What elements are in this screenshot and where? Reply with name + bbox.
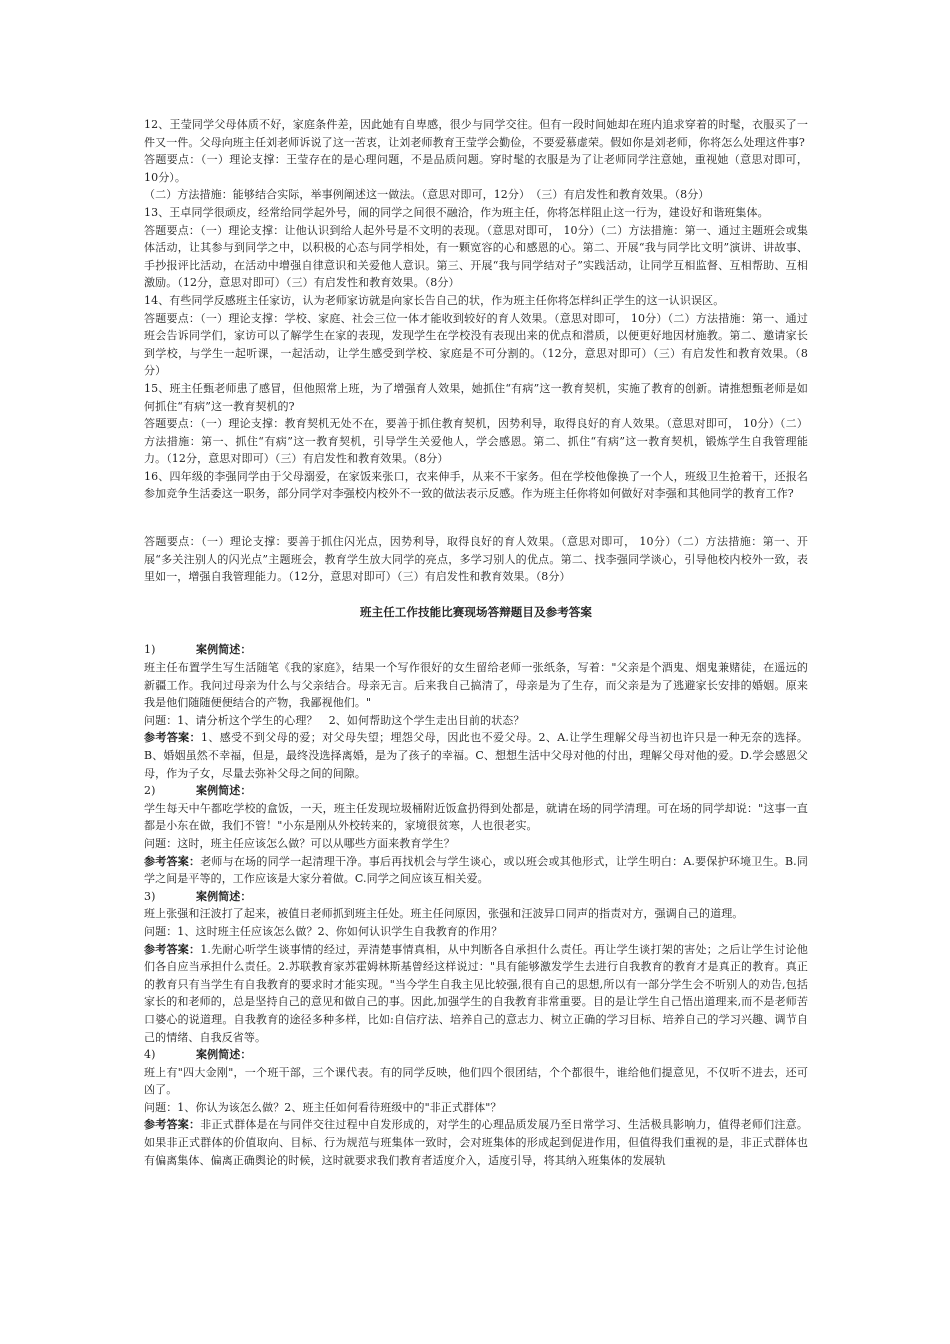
case-label: 案例简述：: [196, 1048, 252, 1062]
blank-gap: [144, 503, 808, 533]
case-1-answer-text: 1、感受不到父母的爱；对父母失望；埋怨父母，因此也不爱父母。2、A.让学生理解父母当初也许只是一种无奈的选择。B、婚姻虽然不幸福，但是，最终没选择离婚，是为了孩子的幸福。C、想想生活中父母对他的付出，理解父母对他的爱。D.学会感恩父母，作为子女，尽量去弥补父母之间的间隙。: [144, 731, 809, 780]
case-label: 案例简述：: [196, 784, 252, 798]
question-16: 16、四年级的李强同学由于父母溺爱，在家饭来张口，衣来伸手，从来不干家务。但在学校他像换了一个人，班级卫生抢着干，还报名参加竞争生活委这一职务，部分同学对李强校内校外不一致的做法表示反感。作为班主任你将如何做好对李强和其他同学的教育工作?: [144, 469, 808, 501]
question-13: 13、王卓同学很顽皮，经常给同学起外号，闹的同学之间很不融洽，作为班主任，你将怎样阻止这一行为，建设好和谐班集体。: [144, 205, 769, 219]
case-1-question: 问题：1、请分析这个学生的心理？ 2、如何帮助这个学生走出目前的状态？: [144, 713, 525, 727]
case-4-answer-text: 非正式群体是在与同伴交往过程中自发形成的，对学生的心理品质发展乃至日常学习、生活极具影响力，值得老师们注意。如果非正式群体的价值取向、目标、行为规范与班集体一致时，会对班集体的形成起到促进作用，但值得我们重视的是，非正式群体也有偏离集体、偏离正确舆论的时候，这时就要求我们教育者适度介入，适度引导，将其纳入班集体的发展轨: [144, 1118, 809, 1167]
section-title: 班主任工作技能比赛现场答辩题目及参考答案: [360, 604, 592, 619]
document-page: [144, 116, 808, 1169]
question-14: 14、有些同学反感班主任家访，认为老师家访就是向家长告自己的状，作为班主任你将怎样纠正学生的这一认识误区。: [144, 293, 725, 307]
case-4-answer: [144, 1116, 808, 1169]
case-2-description: 学生每天中午都吃学校的盒饭，一天，班主任发现垃圾桶附近饭盒扔得到处都是，就请在场的同学清理。可在场的同学却说："这事一直都是小东在做，我们不管！"小东是刚从外校转来的，家境很贫寒，人也很老实。: [144, 801, 808, 833]
question-15: 15、班主任甄老师患了感冒，但他照常上班，为了增强育人效果，她抓住“有病”这一教育契机，实施了教育的创新。请推想甄老师是如何抓住“有病”这一教育契机的?: [144, 381, 808, 413]
case-4-question: 问题：1、你认为该怎么做？2、班主任如何看待班级中的"非正式群体"？: [144, 1100, 502, 1114]
answer-12-part1: 答题要点：（一）理论支撑：王莹存在的是心理问题，不是品质问题。穿时髦的衣服是为了让老师同学注意她，重视她（意思对即可， 10分）。: [144, 153, 808, 184]
case-2-answer: [144, 853, 808, 888]
case-3-answer-text: 1.先耐心听学生谈事情的经过，弄清楚事情真相，从中判断各自承担什么责任。再让学生谈打架的害处；之后让学生讨论他们各自应当承担什么责任。2.苏联教育家苏霍姆林斯基曾经这样说过："具有能够激发学生去进行自我教育的教育才是真正的教育。真正的教育只有当学生有自我教育的要求时才能实现。"当今学生自我主见比较强,很有自己的思想,所以有一部分学生会不听别人的劝告,包括家长的和老师的，总是坚持自己的意见和做自己的事。因此,加强学生的自我教育非常重要。目的是让学生自己悟出道理来,而不是老师苦口婆心的说道理。自我教育的途径多种多样，比如:自信疗法、培养自己的意志力、树立正确的学习目标、培养自己的学习兴趣、调节自己的情绪、自我反省等。: [144, 942, 808, 1044]
case-3-header: [144, 888, 808, 906]
case-1-answer: [144, 729, 808, 782]
case-4-description: 班上有"四大金刚"，一个班干部，三个课代表。有的同学反映，他们四个很团结，个个都很牛，谁给他们提意见，不仅听不进去，还可凶了。: [144, 1065, 808, 1097]
answer-16: 答题要点：（一）理论支撑：要善于抓住闪光点，因势利导，取得良好的育人效果。（意思对即可， 10分）（二）方法措施：第一、开展“多关注别人的闪光点”主题班会，教育学生放大同学的亮点，多学习别人的优点。第二、找李强同学谈心，引导他校内校外一致，表里如一，增强自我管理能力。（12分，意思对即可）（三）有启发性和教育效果。（8分）: [144, 535, 808, 584]
answer-12-part2: （二）方法措施：能够结合实际，举事例阐述这一做法。（意思对即可，12分） （三）有启发性和教育效果。（8分）: [144, 188, 710, 202]
case-number: 2): [144, 784, 156, 798]
answer-label: 参考答案：: [144, 1118, 201, 1132]
case-3-question: 问题：1、这时班主任应该怎么做？2、你如何认识学生自我教育的作用？: [144, 924, 503, 938]
case-4-header: [144, 1046, 808, 1064]
case-1-header: [144, 641, 808, 659]
answer-label: 参考答案：: [144, 854, 201, 868]
case-number: 3): [144, 889, 156, 903]
case-number: 4): [144, 1048, 156, 1062]
case-1-description: 班主任布置学生写生活随笔《我的家庭》，结果一个写作很好的女生留给老师一张纸条，写着："父亲是个酒鬼、烟鬼兼赌徒，在遥远的新疆工作。我问过母亲为什么与父亲结合。母亲无言。后来我自己搞清了，母亲是为了生存，而父亲是为了逃避家长安排的婚姻。原来我是他们随随便便结合的产物，我鄙视他们。": [144, 661, 808, 710]
answer-label: 参考答案：: [144, 731, 201, 745]
question-12: 12、王莹同学父母体质不好，家庭条件差，因此她有自卑感，很少与同学交往。但有一段时间她却在班内追求穿着的时髦，衣服买了一件又一件。父母向班主任刘老师诉说了这一苦衷，让刘老师教育王莹学会勤俭，不要爱慕虚荣。假如你是刘老师，你将怎么处理这件事?: [144, 118, 808, 149]
case-label: 案例简述：: [196, 643, 252, 657]
case-2-header: [144, 782, 808, 800]
case-label: 案例简述：: [196, 889, 252, 903]
answer-14: 答题要点：（一）理论支撑：学校、家庭、社会三位一体才能收到较好的育人效果。（意思对即可， 10分）（二）方法措施：第一、通过班会告诉同学们，家访可以了解学生在家的表现，发现学生在学校没有表现出来的优点和潜质，以便更好地因材施教。第二、邀请家长到学校，与学生一起听课，一起活动，让学生感受到学校、家庭是不可分割的。（12分，意思对即可）（三）有启发性和教育效果。（8分）: [144, 311, 808, 378]
case-2-answer-text: 老师与在场的同学一起清理干净。事后再找机会与学生谈心，或以班会或其他形式，让学生明白：A.要保护环境卫生。B.同学之间是平等的，工作应该是大家分着做。C.同学之间应该互相关爱。: [144, 854, 808, 886]
case-2-question: 问题：这时，班主任应该怎么做？可以从哪些方面来教育学生？: [144, 836, 455, 850]
case-3-answer: [144, 941, 808, 1047]
answer-label: 参考答案：: [144, 942, 201, 956]
case-3-description: 班上张强和汪波打了起来，被值日老师抓到班主任处。班主任问原因，张强和汪波异口同声的指责对方，强调自己的道理。: [144, 907, 744, 921]
case-number: 1): [144, 643, 156, 657]
answer-13: 答题要点：（一）理论支撑：让他认识到给人起外号是不文明的表现。（意思对即可， 10分）（二）方法措施：第一、通过主题班会或集体活动，让其参与到同学之中，以积极的心态与同学相处，有一颗宽容的心和感恩的心。第二、开展“我与同学比文明”演讲、讲故事、手抄报评比活动，在活动中增强自律意识和关爱他人意识。第三、开展“我与同学结对子”实践活动，让同学互相监督、互相帮助、互相激励。（12分，意思对即可）（三）有启发性和教育效果。（8分）: [144, 223, 808, 290]
answer-15: 答题要点：（一）理论支撑：教育契机无处不在，要善于抓住教育契机，因势利导，取得良好的育人效果。（意思对即可， 10分）（二）方法措施：第一、抓住“有病”这一教育契机，引导学生关爱他人，学会感恩。第二、抓住“有病”这一教育契机，锻炼学生自我管理能力。（12分，意思对即可）（三）有启发性和教育效果。（8分）: [144, 417, 808, 466]
